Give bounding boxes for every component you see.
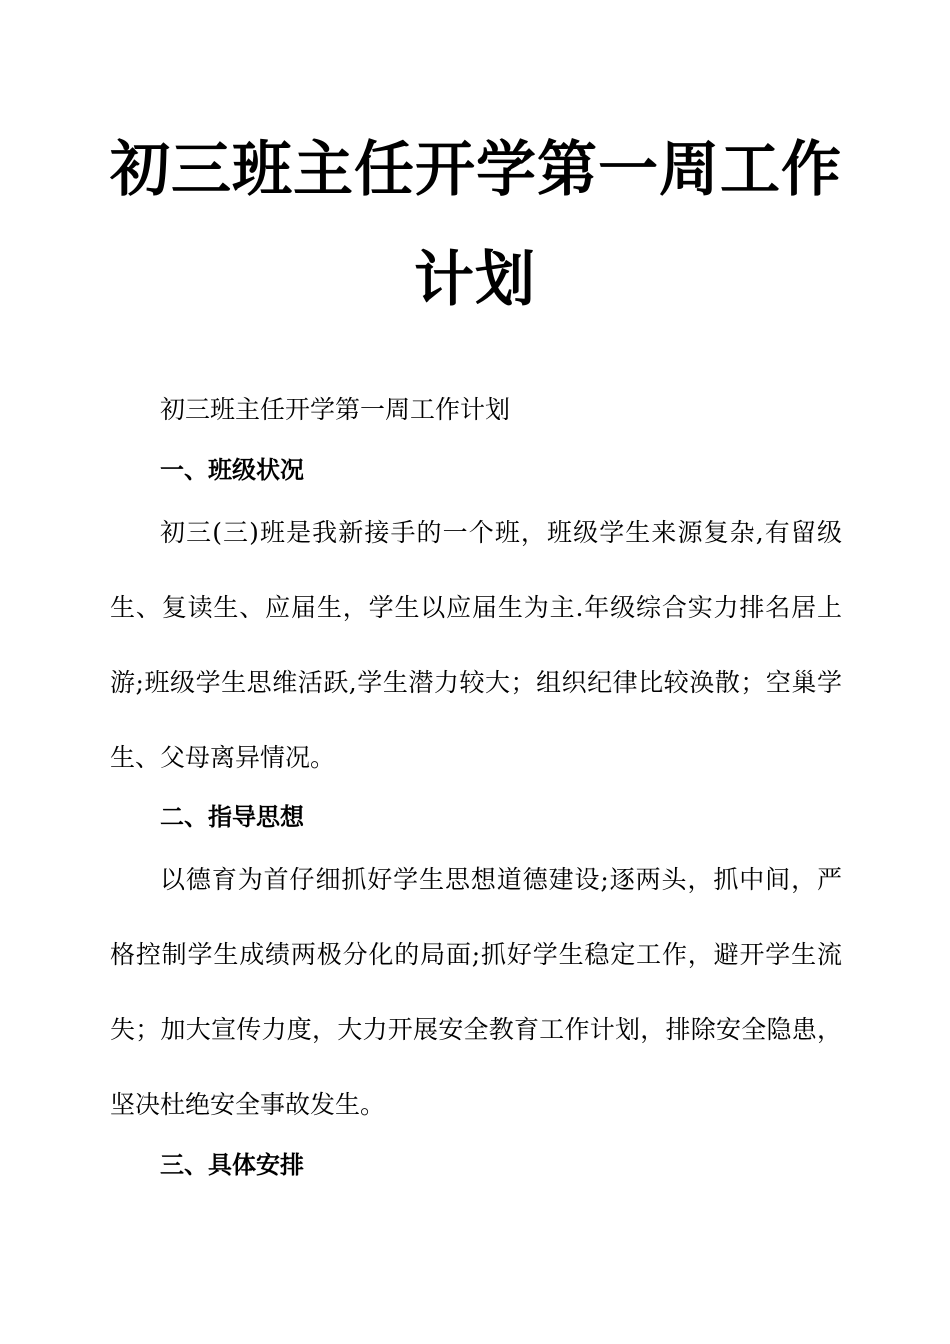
- document-subtitle: 初三班主任开学第一周工作计划: [160, 395, 511, 424]
- section-heading-class-status: 一、班级状况: [160, 456, 304, 484]
- section-heading-specific-arrangements: 三、具体安排: [160, 1151, 304, 1179]
- section-body-guiding-ideology: 以德育为首仔细抓好学生思想道德建设;逐两头，抓中间，严格控制学生成绩两极分化的局面;抓好学生稳定工作，避开学生流失；加大宣传力度，大力开展安全教育工作计划，排除安全隐患，坚决杜绝安全事故发生。: [110, 865, 842, 1119]
- document-title-line-1: 初三班主任开学第一周工作: [110, 135, 842, 205]
- section-body-class-status: 初三(三)班是我新接手的一个班，班级学生来源复杂,有留级生、复读生、应届生，学生以应届生为主.年级综合实力排名居上游;班级学生思维活跃,学生潜力较大；组织纪律比较涣散；空巢学生、父母离异情况。: [110, 518, 842, 772]
- document-title-line-2: 计划: [414, 245, 536, 315]
- section-heading-guiding-ideology: 二、指导思想: [160, 803, 304, 831]
